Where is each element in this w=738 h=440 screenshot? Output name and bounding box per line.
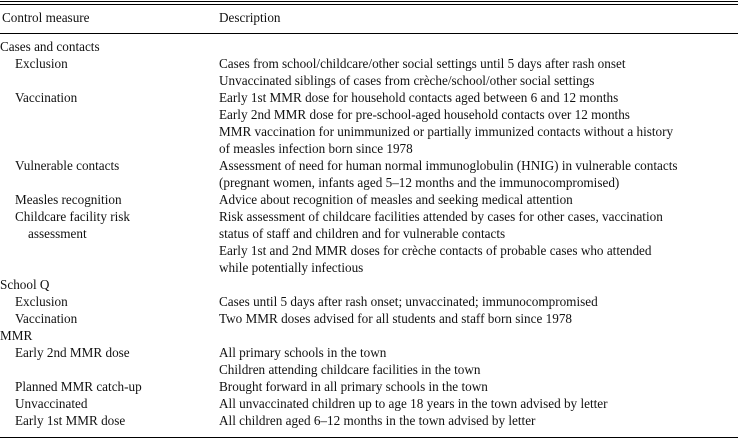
description-line: Brought forward in all primary schools in the town (219, 379, 488, 394)
description-line: All children aged 6–12 months in the town advised by letter (219, 413, 536, 428)
measure-label: Vaccination (15, 311, 78, 326)
section-title: MMR (0, 328, 33, 343)
measure-label-continued: assessment (28, 226, 87, 241)
description-line: All primary schools in the town (219, 345, 387, 360)
measure-label: Childcare facility risk (15, 209, 130, 224)
description-line: while potentially infectious (219, 260, 364, 275)
description-line: Early 2nd MMR dose for pre-school-aged household contacts over 12 months (219, 107, 630, 122)
table-top-rule (0, 1, 738, 2)
table-header-rule (0, 33, 738, 34)
measure-label: Vulnerable contacts (15, 158, 120, 173)
measure-label: Exclusion (15, 294, 68, 309)
table-bottom-rule (0, 437, 738, 438)
description-line: Early 1st MMR dose for household contacts aged between 6 and 12 months (219, 90, 619, 105)
description-line: Cases from school/childcare/other social settings until 5 days after rash onset (219, 56, 626, 71)
measure-label: Planned MMR catch-up (15, 379, 142, 394)
description-line: Two MMR doses advised for all students and staff born since 1978 (219, 311, 573, 326)
description-line: of measles infection born since 1978 (219, 141, 413, 156)
measure-label: Measles recognition (15, 192, 122, 207)
measure-label: Exclusion (15, 56, 68, 71)
description-line: All unvaccinated children up to age 18 years in the town advised by letter (219, 396, 608, 411)
description-line: Early 1st and 2nd MMR doses for crèche contacts of probable cases who attended (219, 243, 652, 258)
description-line: Unvaccinated siblings of cases from crèche/school/other social settings (219, 73, 595, 88)
measure-label: Early 1st MMR dose (15, 413, 126, 428)
description-line: Children attending childcare facilities in the town (219, 362, 481, 377)
section-title: Cases and contacts (0, 39, 100, 54)
description-line: Advice about recognition of measles and seeking medical attention (219, 192, 573, 207)
measure-label: Early 2nd MMR dose (15, 345, 130, 360)
description-line: Risk assessment of childcare facilities attended by cases for other cases, vaccination (219, 209, 663, 224)
header-description: Description (219, 10, 281, 25)
description-line: Assessment of need for human normal immunoglobulin (HNIG) in vulnerable contacts (219, 158, 678, 173)
description-line: status of staff and children and for vulnerable contacts (219, 226, 506, 241)
description-line: Cases until 5 days after rash onset; unvaccinated; immunocompromised (219, 294, 598, 309)
table-top-rule-inner (0, 4, 738, 5)
description-line: MMR vaccination for unimmunized or partially immunized contacts without a history (219, 124, 674, 139)
header-control-measure: Control measure (2, 10, 90, 25)
description-line: (pregnant women, infants aged 5–12 months and the immunocompromised) (219, 175, 620, 190)
measure-label: Vaccination (15, 90, 78, 105)
measure-label: Unvaccinated (15, 396, 88, 411)
section-title: School Q (0, 277, 50, 292)
